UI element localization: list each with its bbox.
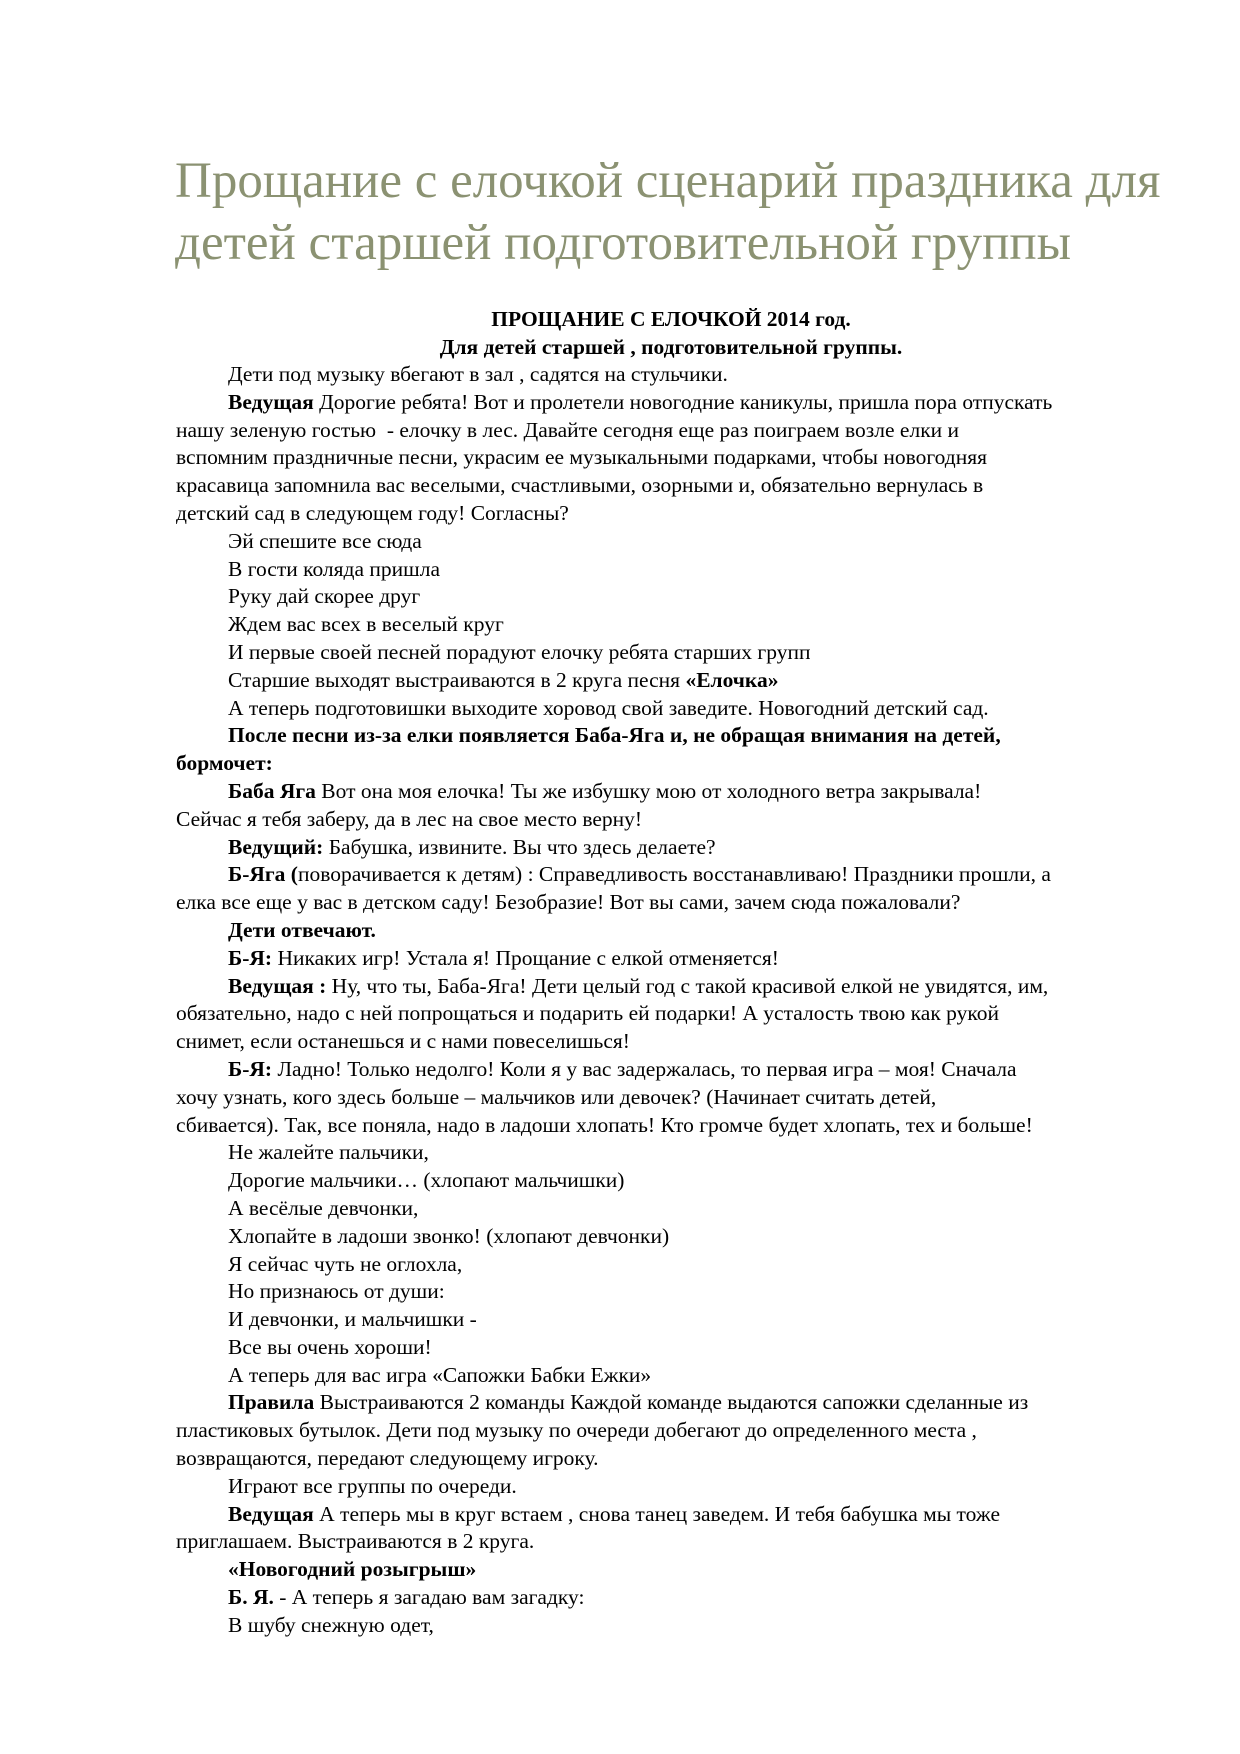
bold-text: Ведущая [228, 1501, 314, 1526]
text-run: И первые своей песней порадуют елочку ребята старших групп [228, 639, 811, 664]
text-line [176, 389, 1166, 417]
text-line [176, 472, 1166, 500]
text-line [176, 444, 1166, 472]
title-line: детей старшей подготовительной группы [175, 215, 1071, 271]
text-line [176, 556, 1166, 584]
text-run: Не жалейте пальчики, [228, 1140, 429, 1165]
script-subheading: Для детей старшей , подготовительной группы. [439, 335, 903, 359]
text-line [176, 1028, 1166, 1056]
text-run: Выстраиваются 2 команды Каждой команде выдаются сапожки сделанные из [314, 1390, 1029, 1415]
text-line [176, 1167, 1166, 1195]
text-line [176, 1612, 1166, 1640]
bold-text: Ведущая : [228, 973, 327, 998]
text-run: детский сад в следующем году! Согласны? [176, 500, 569, 525]
text-run: Вот она моя елочка! Ты же избушку мою от холодного ветра закрывала! [315, 778, 982, 803]
document-title [175, 150, 1175, 274]
text-run: А теперь подготовишки выходите хоровод свой заведите. Новогодний детский сад. [228, 695, 989, 720]
text-line [176, 583, 1166, 611]
text-line [176, 500, 1166, 528]
text-run: нашу зеленую гостью - елочку в лес. Давайте сегодня еще раз поиграем возле елки и [176, 417, 960, 442]
text-line [176, 750, 1166, 778]
bold-text: Ведущая [228, 389, 314, 414]
text-line [176, 861, 1166, 889]
text-run: Никаких игр! Устала я! Прощание с елкой отменяется! [272, 945, 779, 970]
bold-text: После песни из-за елки появляется Баба-Яга и, не обращая внимания на детей, [228, 723, 1001, 748]
bold-text: Правила [228, 1390, 315, 1415]
text-line [176, 695, 1166, 723]
script-text [176, 361, 1166, 1640]
text-line [176, 1556, 1166, 1584]
text-run: Старшие выходят выстраиваются в 2 круга песня [228, 667, 686, 692]
text-line [176, 1389, 1166, 1417]
text-run: Играют все группы по очереди. [228, 1473, 517, 1498]
text-line [176, 1139, 1166, 1167]
text-line [176, 1334, 1166, 1362]
text-run: И девчонки, и мальчишки - [228, 1307, 477, 1332]
text-line [176, 1417, 1166, 1445]
text-line [176, 1584, 1166, 1612]
text-run: Дорогие ребята! Вот и пролетели новогодние каникулы, пришла пора отпускать [313, 389, 1053, 414]
text-line [176, 1112, 1166, 1140]
bold-text: «Елочка» [685, 667, 779, 692]
text-line [176, 1473, 1166, 1501]
bold-text: бормочет: [176, 751, 273, 776]
bold-text: Баба Яга [228, 778, 316, 803]
text-run: В шубу снежную одет, [228, 1612, 434, 1637]
text-line [176, 945, 1166, 973]
text-run: Бабушка, извините. Вы что здесь делаете? [323, 834, 716, 859]
document-body [176, 305, 1166, 1640]
title-line: Прощание с елочкой сценарий праздника для [175, 153, 1161, 209]
text-run: приглашаем. Выстраиваются в 2 круга. [176, 1529, 535, 1554]
text-run: сбивается). Так, все поняла, надо в ладоши хлопать! Кто громче будет хлопать, тех и больше! [176, 1112, 1033, 1137]
text-line [176, 889, 1166, 917]
text-run: Дорогие мальчики… (хлопают мальчишки) [228, 1168, 625, 1193]
bold-text: Б. Я. [228, 1585, 274, 1610]
text-line [176, 1251, 1166, 1279]
bold-text: Б-Я: [228, 945, 273, 970]
text-line [176, 1528, 1166, 1556]
text-line [176, 611, 1166, 639]
text-run: Сейчас я тебя заберу, да в лес на свое место верну! [176, 806, 643, 831]
text-run: Все вы очень хороши! [228, 1334, 432, 1359]
text-line [176, 1278, 1166, 1306]
text-run: снимет, если останешься и с нами повеселишься! [176, 1029, 630, 1054]
text-line [176, 973, 1166, 1001]
text-line [176, 1362, 1166, 1390]
text-run: елка все еще у вас в детском саду! Безобразие! Вот вы сами, зачем сюда пожаловали? [176, 890, 961, 915]
text-line [176, 1000, 1166, 1028]
text-run: вспомним праздничные песни, украсим ее музыкальными подарками, чтобы новогодняя [176, 445, 988, 470]
text-run: Хлопайте в ладоши звонко! (хлопают девчонки) [228, 1223, 670, 1248]
text-run: возвращаются, передают следующему игроку. [176, 1446, 599, 1471]
text-line [176, 834, 1166, 862]
text-line [176, 1306, 1166, 1334]
text-run: Дети под музыку вбегают в зал , садятся на стульчики. [228, 362, 728, 386]
text-line [176, 417, 1166, 445]
text-run: Руку дай скорее друг [228, 584, 421, 609]
text-line [176, 1056, 1166, 1084]
text-run: Ну, что ты, Баба-Яга! Дети целый год с такой красивой елкой не увидятся, им, [326, 973, 1049, 998]
text-line [176, 1223, 1166, 1251]
text-run: А весёлые девчонки, [228, 1195, 419, 1220]
text-run: Ладно! Только недолго! Коли я у вас задержалась, то первая игра – моя! Сначала [272, 1056, 1017, 1081]
text-line [176, 1501, 1166, 1529]
text-line [176, 1195, 1166, 1223]
text-run: Эй спешите все сюда [228, 528, 422, 553]
bold-text: Б-Я: [228, 1056, 273, 1081]
bold-text: Б-Яга ( [228, 862, 298, 887]
text-run: Я сейчас чуть не оглохла, [228, 1251, 463, 1276]
text-run: А теперь для вас игра «Сапожки Бабки Ежки» [228, 1362, 652, 1387]
text-run: обязательно, надо с ней попрощаться и подарить ей подарки! А усталость твою как рукой [176, 1001, 999, 1026]
text-line [176, 667, 1166, 695]
text-line [176, 722, 1166, 750]
text-line [176, 361, 1166, 389]
text-line [176, 528, 1166, 556]
text-line [176, 778, 1166, 806]
text-run: А теперь мы в круг встаем , снова танец заведем. И тебя бабушка мы тоже [313, 1501, 1001, 1526]
text-run: хочу узнать, кого здесь больше – мальчиков или девочек? (Начинает считать детей, [176, 1084, 937, 1109]
bold-text: «Новогодний розыгрыш» [228, 1557, 477, 1582]
text-run: - А теперь я загадаю вам загадку: [273, 1585, 585, 1610]
text-run: поворачивается к детям) : Справедливость восстанавливаю! Праздники прошли, а [297, 862, 1051, 887]
text-line [176, 1084, 1166, 1112]
text-run: пластиковых бутылок. Дети под музыку по очереди добегают до определенного места , [176, 1418, 977, 1443]
text-line [176, 806, 1166, 834]
text-run: Но признаюсь от души: [228, 1279, 445, 1304]
text-line [176, 639, 1166, 667]
text-line [176, 1445, 1166, 1473]
text-run: Ждем вас всех в веселый круг [228, 612, 504, 637]
script-heading: ПРОЩАНИЕ С ЕЛОЧКОЙ 2014 год. [491, 307, 851, 331]
text-run: В гости коляда пришла [228, 556, 440, 581]
bold-text: Ведущий: [228, 834, 324, 859]
text-run: красавица запомнила вас веселыми, счастливыми, озорными и, обязательно вернулась в [176, 473, 984, 498]
bold-text: Дети отвечают. [228, 917, 376, 942]
text-line [176, 917, 1166, 945]
